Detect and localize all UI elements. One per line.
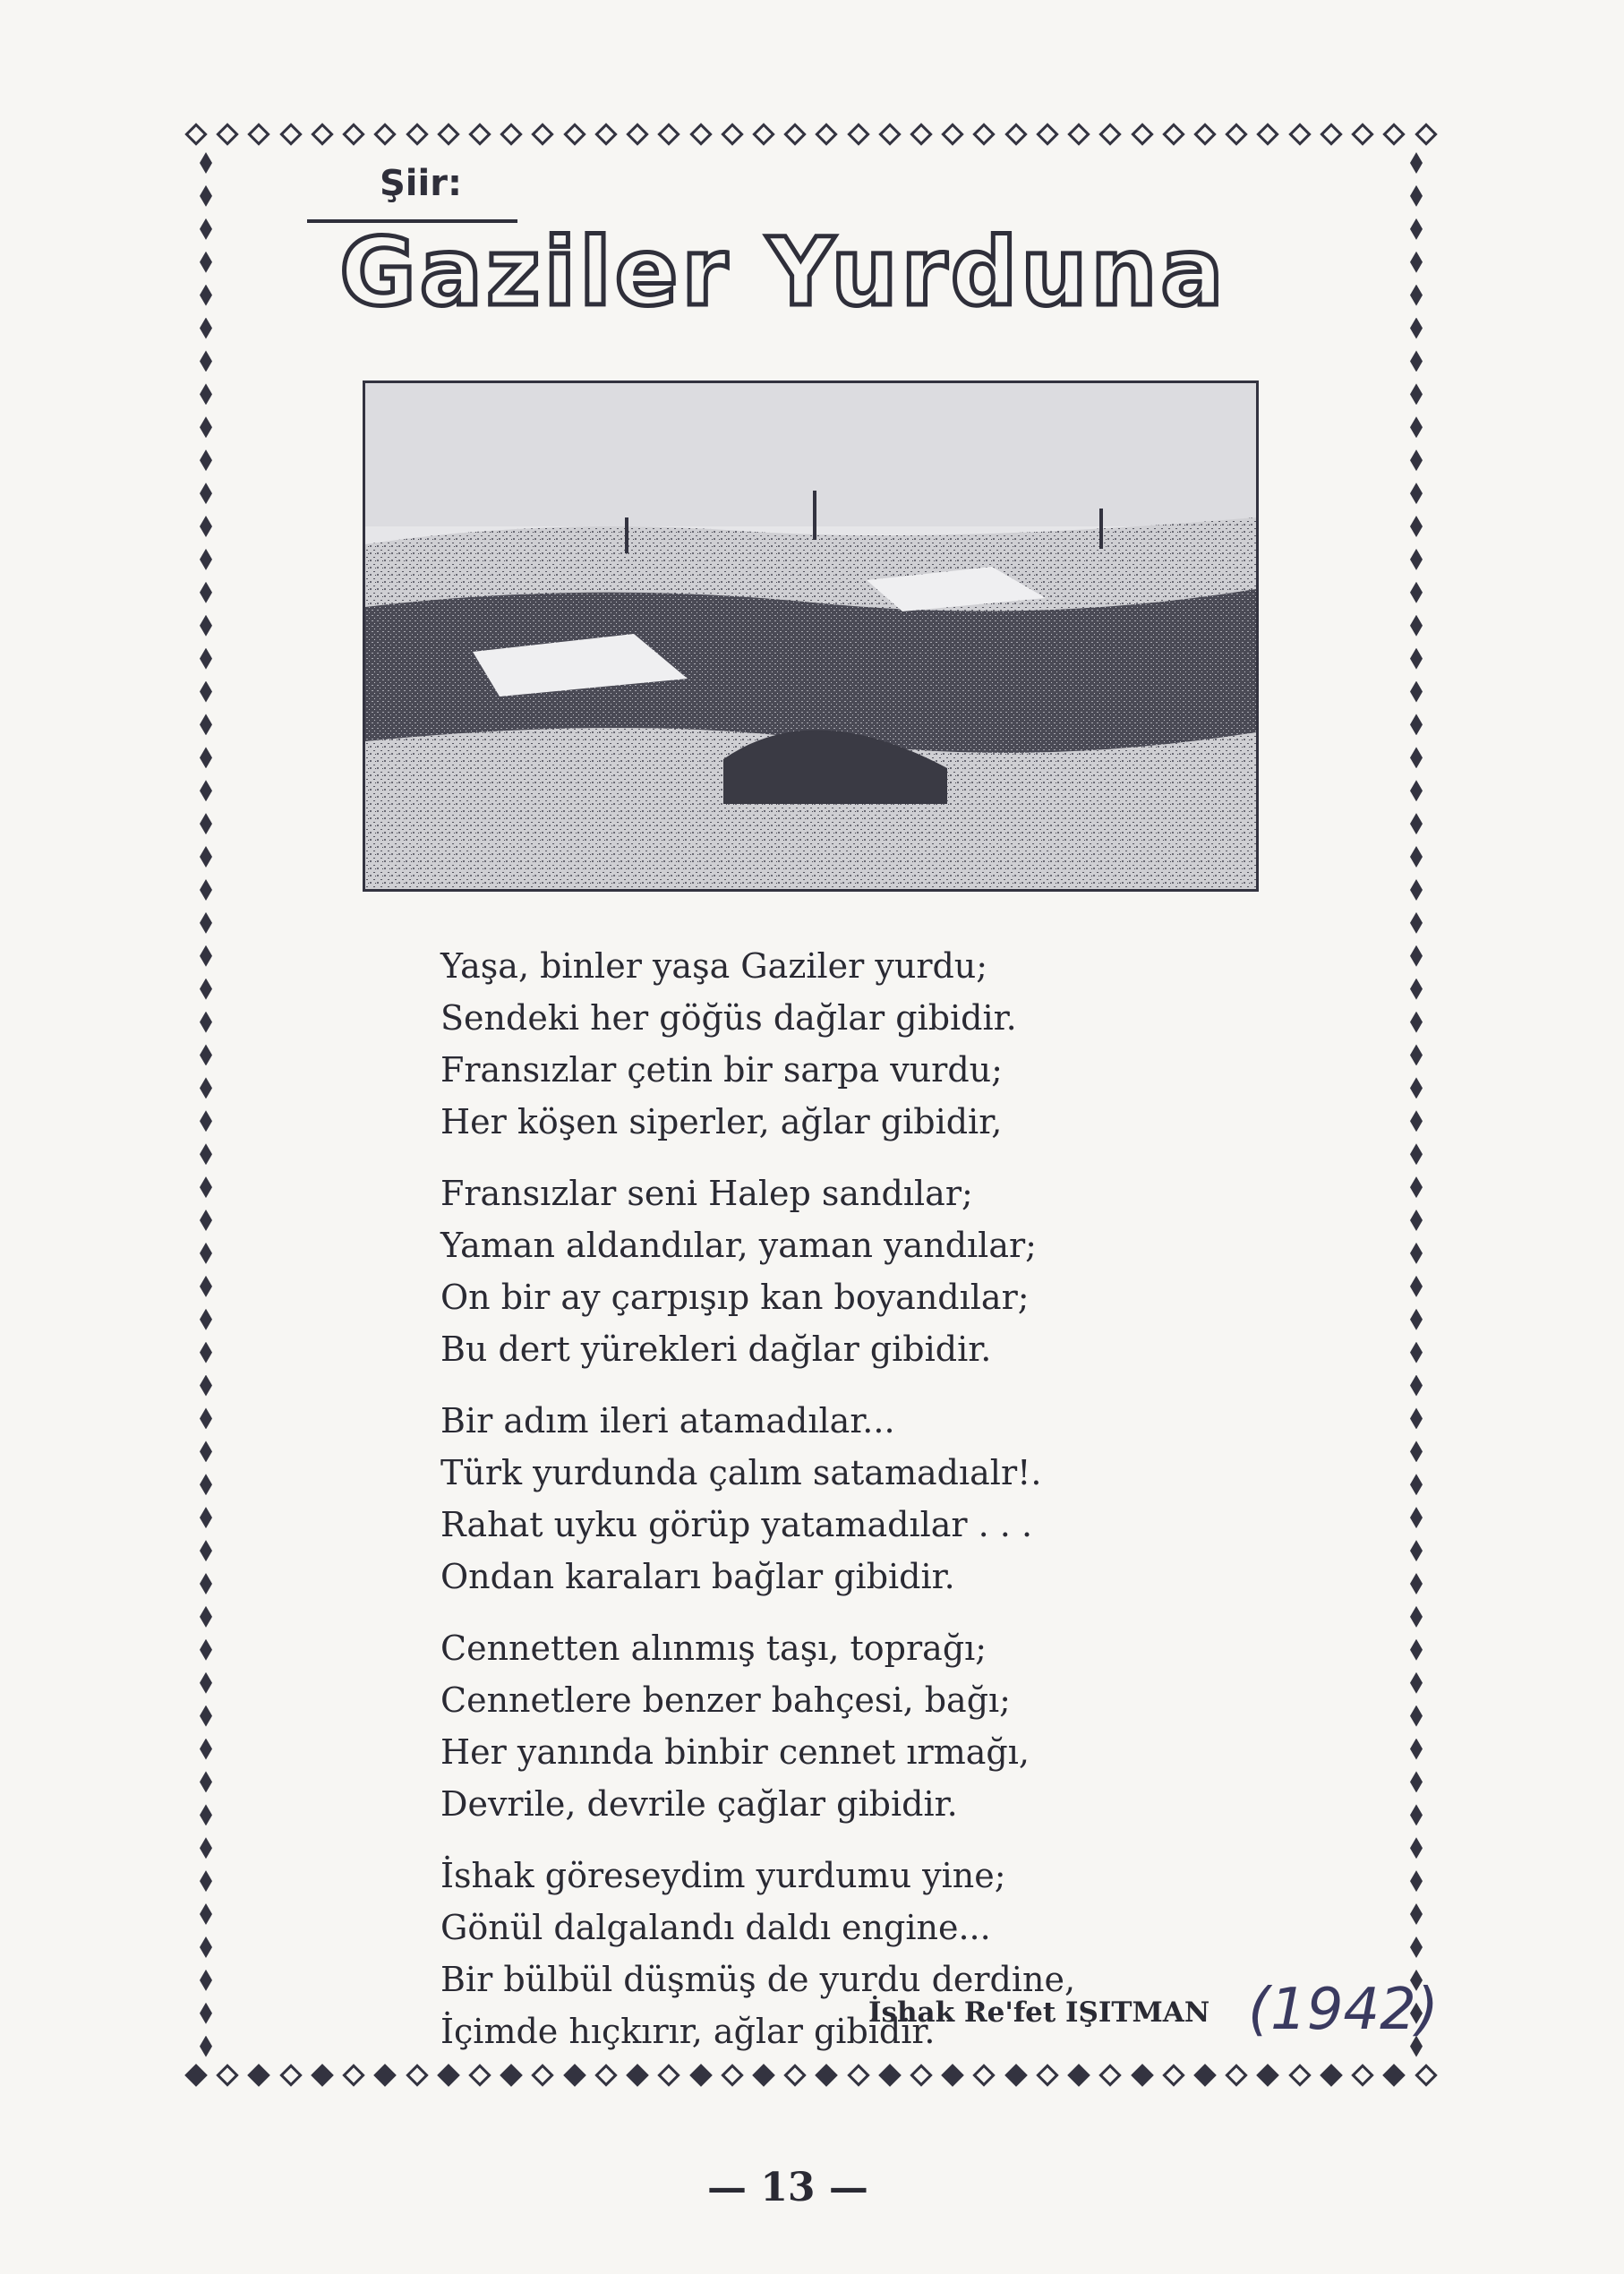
page-title-text: Gaziler Yurduna — [339, 218, 1227, 327]
page-title — [269, 215, 1298, 331]
border-diamond — [1410, 714, 1423, 735]
border-diamond — [1004, 123, 1027, 145]
border-diamond — [1410, 1012, 1423, 1033]
border-diamond — [279, 123, 302, 145]
poem-line: Yaşa, binler yaşa Gaziler yurdu; — [440, 946, 988, 986]
border-right — [1398, 152, 1434, 2057]
poem-line: Cennetten alınmış taşı, toprağı; — [440, 1629, 987, 1668]
poem-line: Türk yurdunda çalım satamadıalr!. — [440, 1453, 1042, 1492]
border-diamond — [184, 2064, 207, 2086]
border-diamond — [1162, 123, 1184, 145]
border-left — [188, 152, 224, 2057]
poem-line: Yaman aldandılar, yaman yandılar; — [440, 1226, 1037, 1265]
border-diamond — [1320, 123, 1342, 145]
border-diamond — [1410, 416, 1423, 438]
border-diamond — [200, 945, 212, 967]
border-diamond — [1410, 1309, 1423, 1330]
border-diamond — [200, 516, 212, 537]
border-diamond — [200, 218, 212, 240]
page-number: — 13 — — [707, 2165, 868, 2210]
border-diamond — [200, 1407, 212, 1429]
border-diamond — [200, 1706, 212, 1727]
border-diamond — [1410, 681, 1423, 703]
border-diamond — [200, 912, 212, 934]
poem-line: On bir ay çarpışıp kan boyandılar; — [440, 1278, 1030, 1317]
border-diamond — [721, 123, 743, 145]
border-diamond — [816, 123, 838, 145]
border-diamond — [1257, 123, 1279, 145]
border-diamond — [200, 813, 212, 834]
border-diamond — [200, 1276, 212, 1297]
poem-line: Bir bülbül düşmüş de yurdu derdine, — [440, 1960, 1076, 1999]
border-diamond — [200, 1143, 212, 1165]
border-diamond — [342, 123, 364, 145]
border-diamond — [1410, 846, 1423, 868]
border-diamond — [342, 2064, 364, 2086]
border-diamond — [200, 1739, 212, 1760]
border-diamond — [1410, 615, 1423, 637]
border-diamond — [1383, 123, 1406, 145]
border-diamond — [200, 1540, 212, 1561]
border-diamond — [1410, 747, 1423, 768]
border-diamond — [1410, 1771, 1423, 1792]
border-diamond — [200, 1342, 212, 1364]
handwritten-year: (1942) — [1248, 1977, 1439, 2043]
border-diamond — [374, 123, 397, 145]
border-diamond — [1410, 318, 1423, 339]
border-diamond — [200, 1176, 212, 1198]
border-diamond — [311, 123, 333, 145]
poem-line: Rahat uyku görüp yatamadılar . . . — [440, 1505, 1033, 1544]
border-diamond — [200, 1309, 212, 1330]
border-diamond — [200, 979, 212, 1000]
border-diamond — [1410, 549, 1423, 570]
border-top — [188, 116, 1434, 152]
border-diamond — [1410, 252, 1423, 273]
border-diamond — [1410, 1837, 1423, 1859]
border-diamond — [200, 1936, 212, 1958]
border-diamond — [1410, 879, 1423, 901]
border-diamond — [783, 123, 806, 145]
border-diamond — [1410, 185, 1423, 207]
border-diamond — [752, 123, 774, 145]
border-diamond — [847, 123, 869, 145]
border-diamond — [200, 714, 212, 735]
border-diamond — [406, 123, 428, 145]
border-diamond — [1410, 979, 1423, 1000]
border-diamond — [468, 123, 491, 145]
border-diamond — [1288, 2064, 1311, 2086]
poem-line: Her köşen siperler, ağlar gibidir, — [440, 1102, 1003, 1141]
poem-line: Sendeki her göğüs dağlar gibidir. — [440, 998, 1017, 1038]
border-diamond — [200, 582, 212, 603]
border-diamond — [200, 549, 212, 570]
border-diamond — [200, 152, 212, 174]
border-diamond — [200, 285, 212, 306]
border-diamond — [200, 648, 212, 670]
border-diamond — [200, 1672, 212, 1694]
border-diamond — [200, 318, 212, 339]
border-diamond — [1320, 2064, 1342, 2086]
border-diamond — [200, 449, 212, 471]
border-diamond — [1410, 945, 1423, 967]
poem-line: Gönül dalgalandı daldı engine... — [440, 1908, 991, 1947]
border-diamond — [200, 879, 212, 901]
border-diamond — [200, 1606, 212, 1628]
border-diamond — [658, 123, 680, 145]
border-diamond — [1257, 2064, 1279, 2086]
border-diamond — [200, 747, 212, 768]
poem-line: Fransızlar seni Halep sandılar; — [440, 1174, 973, 1213]
border-diamond — [1410, 1077, 1423, 1099]
poem-line: Bu dert yürekleri dağlar gibidir. — [440, 1329, 992, 1369]
stanza — [440, 1167, 1246, 1375]
border-diamond — [1410, 648, 1423, 670]
border-diamond — [200, 350, 212, 372]
border-diamond — [200, 1474, 212, 1495]
poem-line: İshak göreseydim yurdumu yine; — [440, 1856, 1006, 1895]
border-diamond — [406, 2064, 428, 2086]
border-diamond — [1351, 2064, 1373, 2086]
border-diamond — [200, 1375, 212, 1397]
border-diamond — [626, 123, 648, 145]
border-diamond — [1410, 1903, 1423, 1925]
border-diamond — [248, 123, 270, 145]
landscape-photo — [363, 380, 1259, 892]
border-diamond — [1410, 1672, 1423, 1694]
border-diamond — [200, 2036, 212, 2057]
border-diamond — [200, 1110, 212, 1132]
border-diamond — [563, 123, 585, 145]
border-diamond — [973, 123, 996, 145]
border-diamond — [1099, 123, 1122, 145]
border-diamond — [1351, 123, 1373, 145]
poem-line: Devrile, devrile çağlar gibidir. — [440, 1784, 958, 1824]
border-diamond — [1410, 1507, 1423, 1528]
border-diamond — [532, 123, 554, 145]
border-diamond — [1410, 1243, 1423, 1264]
border-diamond — [279, 2064, 302, 2086]
border-diamond — [1131, 123, 1153, 145]
border-diamond — [910, 123, 932, 145]
border-diamond — [184, 123, 207, 145]
border-diamond — [248, 2064, 270, 2086]
border-diamond — [1410, 218, 1423, 240]
border-diamond — [200, 185, 212, 207]
border-diamond — [1410, 483, 1423, 504]
border-diamond — [1193, 123, 1216, 145]
border-diamond — [1410, 1342, 1423, 1364]
border-diamond — [200, 1077, 212, 1099]
town-landscape-image — [365, 383, 1256, 889]
border-diamond — [200, 416, 212, 438]
border-diamond — [200, 1573, 212, 1594]
border-diamond — [200, 1507, 212, 1528]
border-diamond — [200, 2003, 212, 2024]
border-diamond — [1415, 123, 1437, 145]
poem-line: Cennetlere benzer bahçesi, bağı; — [440, 1680, 1011, 1720]
border-diamond — [1410, 1407, 1423, 1429]
border-diamond — [200, 1012, 212, 1033]
border-diamond — [1410, 1706, 1423, 1727]
border-diamond — [1410, 1474, 1423, 1495]
border-diamond — [1410, 1210, 1423, 1231]
border-diamond — [1410, 1110, 1423, 1132]
border-diamond — [1410, 350, 1423, 372]
author-signature: İshak Re'fet IŞITMAN — [868, 1996, 1210, 2029]
border-diamond — [1410, 1739, 1423, 1760]
border-diamond — [1410, 449, 1423, 471]
border-diamond — [1410, 1540, 1423, 1561]
border-diamond — [1410, 1804, 1423, 1825]
poem-body — [440, 940, 1246, 2077]
border-diamond — [200, 1970, 212, 1991]
poem-line: Ondan karaları bağlar gibidir. — [440, 1557, 955, 1596]
border-diamond — [200, 1243, 212, 1264]
border-diamond — [1410, 1870, 1423, 1892]
poem-line: Bir adım ileri atamadılar... — [440, 1401, 895, 1440]
border-diamond — [200, 1837, 212, 1859]
border-diamond — [200, 383, 212, 405]
border-diamond — [1410, 912, 1423, 934]
border-diamond — [200, 1639, 212, 1661]
border-diamond — [1410, 1143, 1423, 1165]
border-diamond — [437, 123, 459, 145]
border-diamond — [1410, 1276, 1423, 1297]
border-diamond — [1410, 383, 1423, 405]
border-diamond — [200, 252, 212, 273]
border-diamond — [311, 2064, 333, 2086]
border-diamond — [200, 846, 212, 868]
border-diamond — [216, 123, 238, 145]
border-diamond — [374, 2064, 397, 2086]
stanza — [440, 1395, 1246, 1603]
border-diamond — [878, 123, 901, 145]
poem-line: Fransızlar çetin bir sarpa vurdu; — [440, 1050, 1003, 1090]
stanza — [440, 940, 1246, 1148]
border-diamond — [200, 681, 212, 703]
border-diamond — [200, 615, 212, 637]
border-diamond — [1410, 1375, 1423, 1397]
border-diamond — [1410, 582, 1423, 603]
border-diamond — [1410, 1573, 1423, 1594]
border-diamond — [200, 780, 212, 801]
border-diamond — [200, 1804, 212, 1825]
border-diamond — [1410, 516, 1423, 537]
border-diamond — [1410, 285, 1423, 306]
border-diamond — [200, 1903, 212, 1925]
border-diamond — [1410, 780, 1423, 801]
stanza — [440, 1622, 1246, 1830]
border-diamond — [200, 1440, 212, 1462]
border-diamond — [1410, 152, 1423, 174]
border-diamond — [200, 483, 212, 504]
section-label: Şiir: — [380, 163, 462, 204]
border-diamond — [1410, 1044, 1423, 1065]
border-diamond — [1067, 123, 1090, 145]
border-diamond — [1288, 123, 1311, 145]
border-diamond — [1415, 2064, 1437, 2086]
border-diamond — [1410, 1440, 1423, 1462]
border-diamond — [1410, 813, 1423, 834]
border-diamond — [1225, 123, 1247, 145]
border-diamond — [500, 123, 522, 145]
border-diamond — [594, 123, 617, 145]
border-diamond — [200, 1771, 212, 1792]
poem-line: Her yanında binbir cennet ırmağı, — [440, 1732, 1030, 1772]
border-diamond — [216, 2064, 238, 2086]
border-diamond — [1410, 1639, 1423, 1661]
border-diamond — [1410, 1936, 1423, 1958]
border-diamond — [1410, 1176, 1423, 1198]
border-diamond — [200, 1210, 212, 1231]
border-diamond — [1036, 123, 1058, 145]
border-diamond — [1383, 2064, 1406, 2086]
poem-line: İçimde hıçkırır, ağlar gibidir. — [440, 2012, 936, 2051]
border-diamond — [689, 123, 712, 145]
border-diamond — [200, 1870, 212, 1892]
border-diamond — [200, 1044, 212, 1065]
border-diamond — [942, 123, 964, 145]
border-diamond — [1410, 1606, 1423, 1628]
